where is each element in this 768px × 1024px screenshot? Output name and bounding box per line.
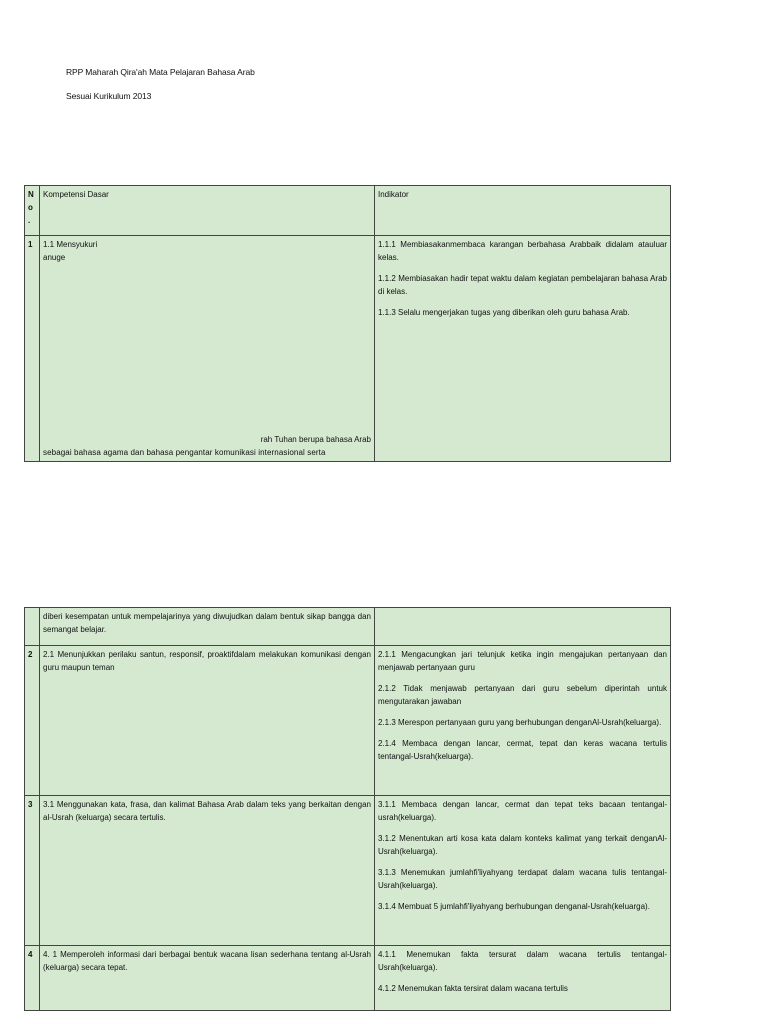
table-row (25, 796, 671, 946)
indicator-item: 3.1.2 Menentukan arti kosa kata dalam konteks kalimat yang terkait denganAl-Usrah(keluarga). (378, 834, 667, 856)
header-kompetensi-dasar: Kompetensi Dasar (40, 186, 375, 236)
header-no-char: . (28, 216, 31, 225)
indicator-item: 2.1.2 Tidak menjawab pertanyaan dari guru sebelum diperintah untuk mengutarakan jawaban (378, 684, 667, 706)
indicator-cell (375, 646, 671, 796)
doc-title: RPP Maharah Qira'ah Mata Pelajaran Bahasa Arab (66, 67, 255, 77)
kd-text: 4. 1 Memperoleh informasi dari berbagai bentuk wacana lisan sederhana tentang al-Usrah (keluarga) secara tepat. (40, 946, 375, 1011)
indicator-item: 1.1.2 Membiasakan hadir tepat waktu dalam kegiatan pembelajaran bahasa Arab di kelas. (378, 274, 667, 296)
kd-cell (40, 236, 375, 462)
indicator-item: 1.1.3 Selalu mengerjakan tugas yang diberikan oleh guru bahasa Arab. (378, 308, 630, 317)
header-no (25, 186, 40, 236)
indicator-item: 3.1.3 Menemukan jumlahfi'liyahyang terdapat dalam wacana tulis tentangal-Usrah(keluarga). (378, 868, 667, 890)
header-no-char: o (28, 203, 33, 212)
table-row (25, 946, 671, 1011)
table-row (25, 646, 671, 796)
indicator-item: 3.1.1 Membaca dengan lancar, cermat dan tepat teks bacaan tentangal-usrah(keluarga). (378, 800, 667, 822)
row-number (25, 608, 40, 646)
kd-text: sebagai bahasa agama dan bahasa pengantar komunikasi internasional serta (43, 448, 326, 457)
kd-text: rah Tuhan berupa bahasa Arab (260, 435, 371, 444)
header-no-char: N (28, 190, 34, 199)
kd-text: 2.1 Menunjukkan perilaku santun, responsif, proaktifdalam melakukan komunikasi dengan guru maupun teman (40, 646, 375, 796)
indicator-item: 1.1.1 Membiasakanmembaca karangan berbahasa Arabbaik didalam atauluar kelas. (378, 240, 667, 262)
indicator-item: 2.1.3 Merespon pertanyaan guru yang berhubungan denganAl-Usrah(keluarga). (378, 718, 662, 727)
table-row (25, 236, 671, 462)
indicator-item: 2.1.4 Membaca dengan lancar, cermat, tepat dan keras wacana tertulis tentangal-Usrah(keluarga). (378, 739, 667, 761)
indicator-item: 2.1.1 Mengacungkan jari telunjuk ketika ingin mengajukan pertanyaan dan menjawab pertanyaan guru (378, 650, 667, 672)
indicator-cell (375, 236, 671, 462)
competency-table-part2 (24, 607, 671, 1011)
indicator-cell (375, 796, 671, 946)
row-number: 4 (25, 946, 40, 1011)
indicator-item: 3.1.4 Membuat 5 jumlahfi'liyahyang berhubungan denganal-Usrah(keluarga). (378, 902, 650, 911)
kd-continued: diberi kesempatan untuk mempelajarinya yang diwujudkan dalam bentuk sikap bangga dan semangat belajar. (40, 608, 375, 646)
indicator-cell (375, 608, 671, 646)
indicator-item: 4.1.1 Menemukan fakta tersurat dalam wacana tertulis tentangal-Usrah(keluarga). (378, 950, 667, 972)
kd-text: 3.1 Menggunakan kata, frasa, dan kalimat Bahasa Arab dalam teks yang berkaitan dengan al-Usrah (keluarga) secara tertulis. (40, 796, 375, 946)
competency-table-part1 (24, 185, 671, 462)
header-indikator: Indikator (375, 186, 671, 236)
table-row (25, 608, 671, 646)
indicator-item: 4.1.2 Menemukan fakta tersirat dalam wacana tertulis (378, 984, 568, 993)
row-number: 2 (25, 646, 40, 796)
doc-subtitle: Sesuai Kurikulum 2013 (66, 91, 152, 101)
kd-text: 1.1 Mensyukuri (43, 240, 98, 249)
table-header-row (25, 186, 671, 236)
row-number: 3 (25, 796, 40, 946)
row-number: 1 (25, 236, 40, 462)
indicator-cell (375, 946, 671, 1011)
kd-text: anuge (43, 253, 66, 262)
